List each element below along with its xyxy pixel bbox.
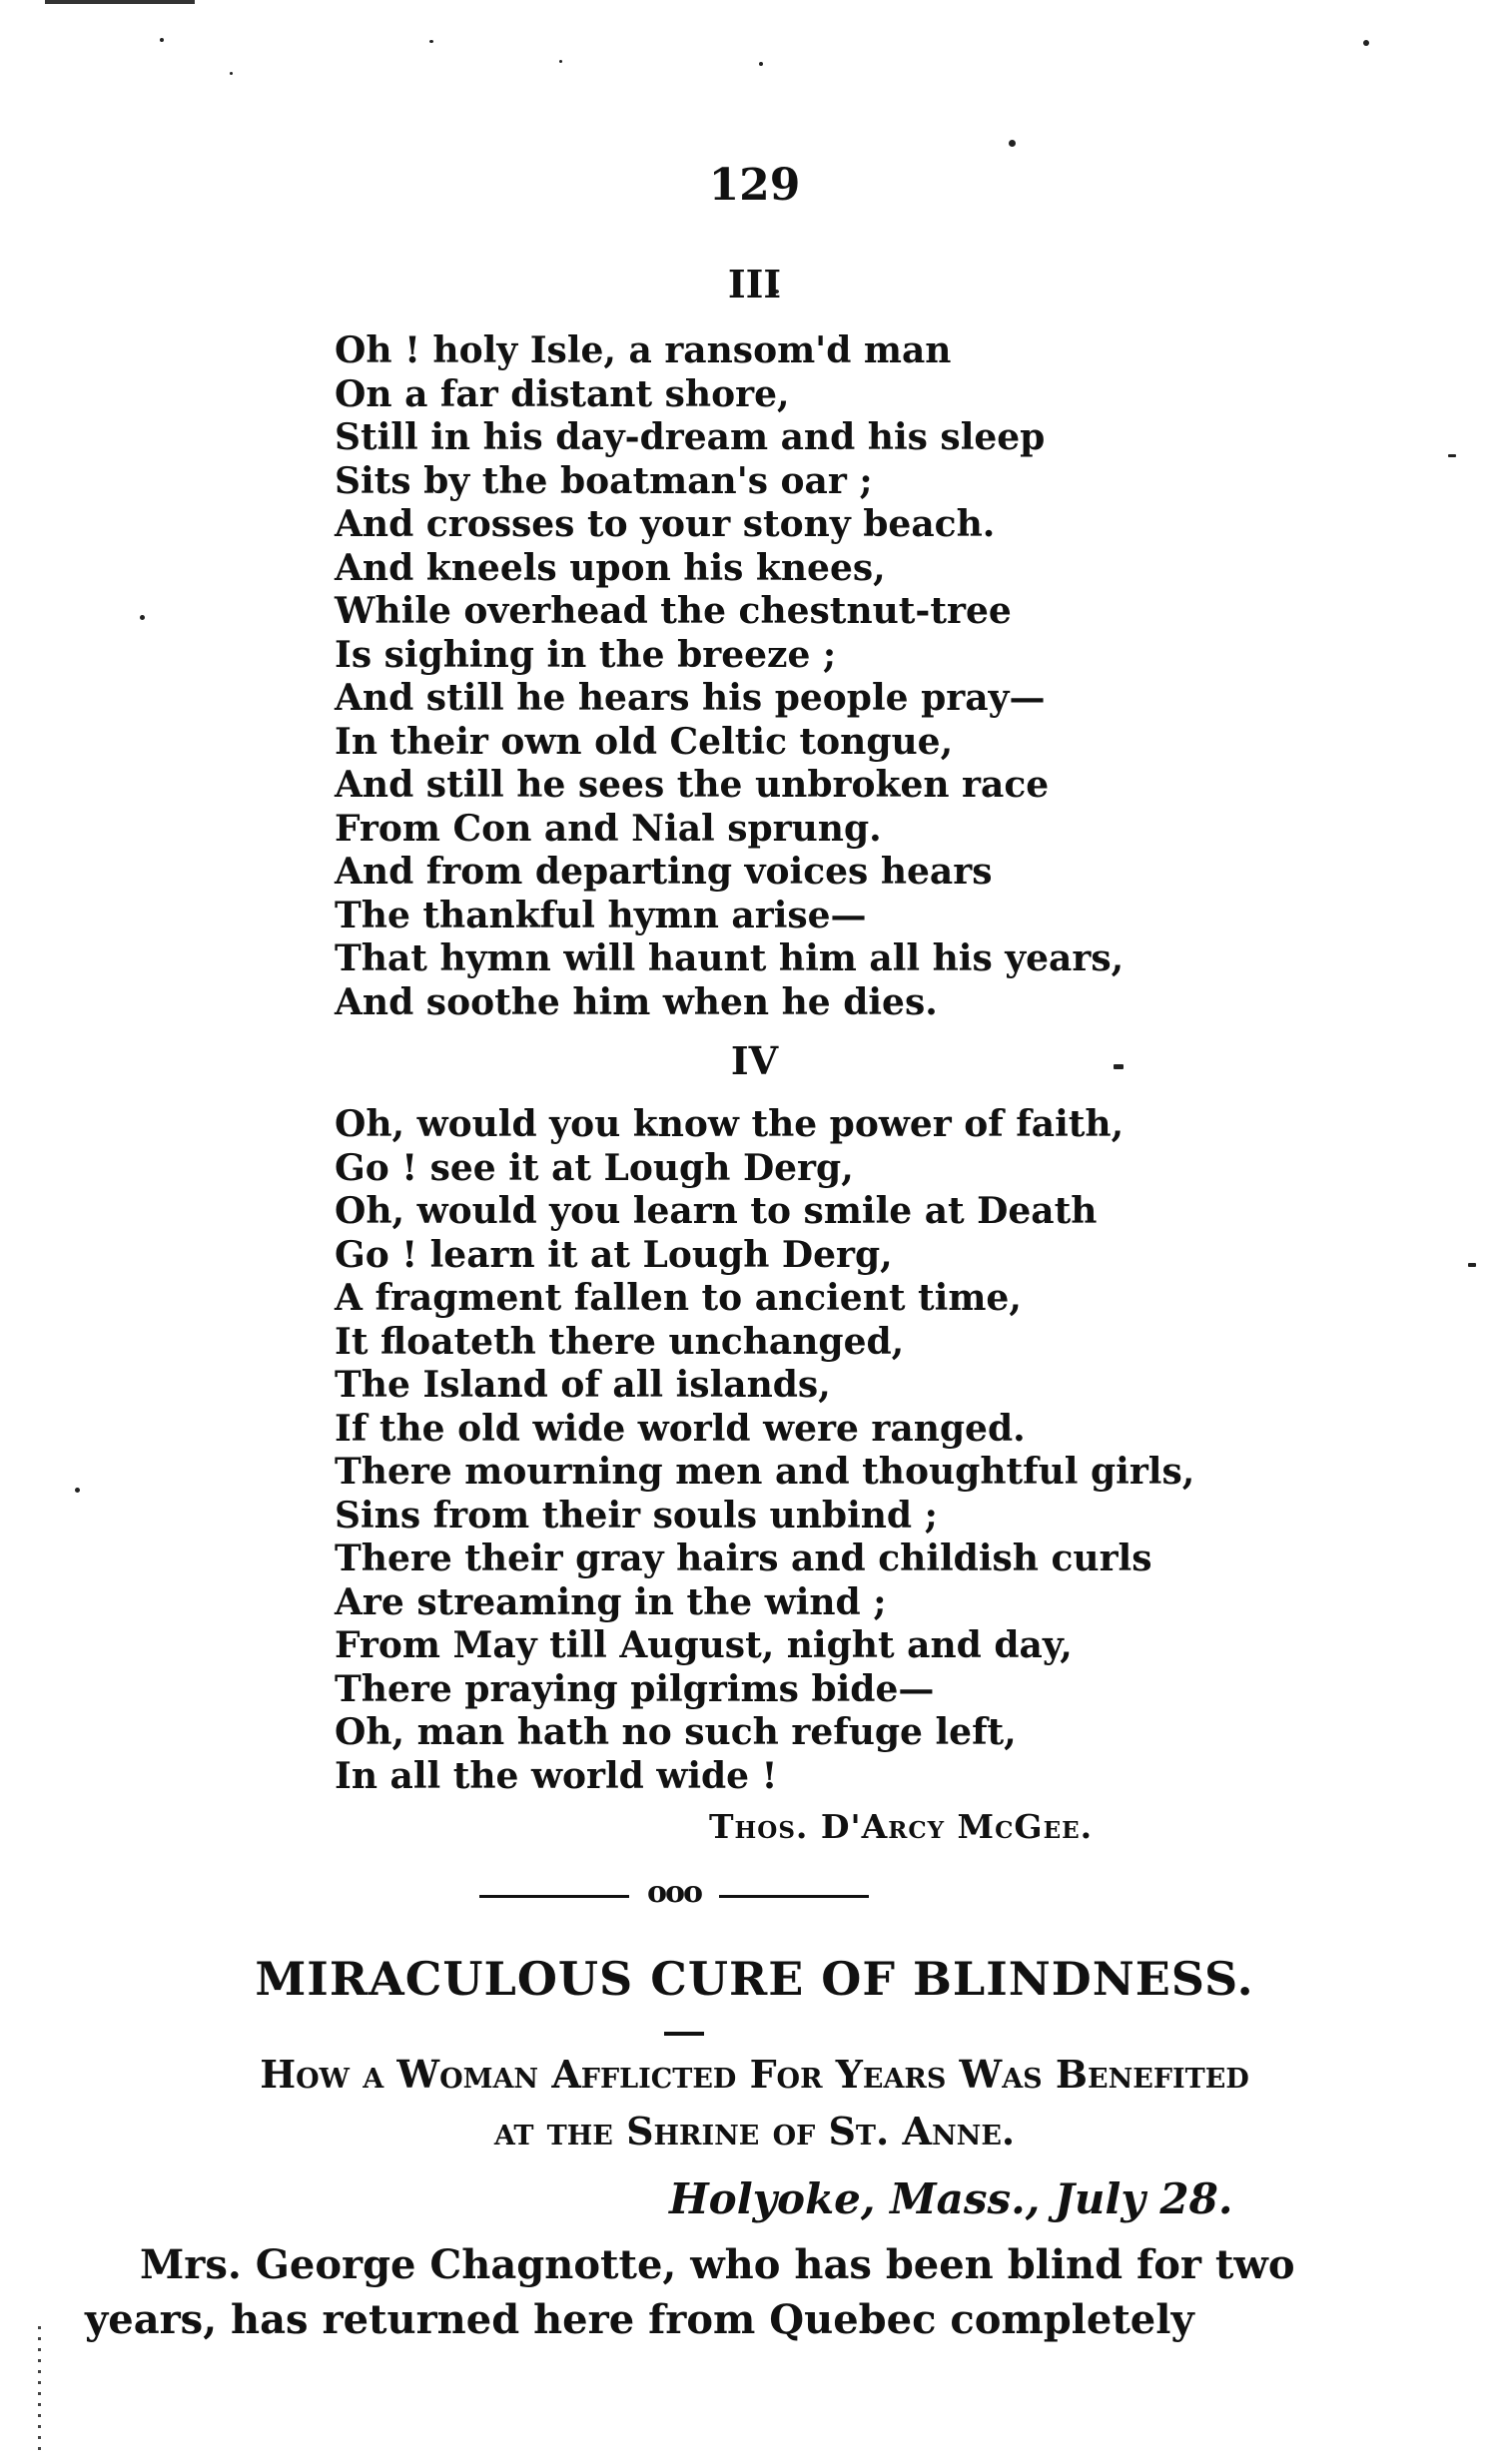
verse-line: Go ! see it at Lough Derg, xyxy=(335,1146,854,1189)
verse-line: Sins from their souls unbind ; xyxy=(335,1494,938,1537)
page-number: 129 xyxy=(708,160,801,211)
stanza-number: IV xyxy=(730,1038,779,1083)
scan-speck xyxy=(1363,40,1369,46)
poem-signature: Thos. D'Arcy McGee. xyxy=(709,1807,1094,1846)
section-divider xyxy=(479,1875,869,1911)
verse-line: The Island of all islands, xyxy=(335,1364,831,1406)
verse-line: From May till August, night and day, xyxy=(335,1624,1073,1666)
scan-speck xyxy=(1009,140,1016,147)
verse-line: And from departing voices hears xyxy=(335,851,993,893)
verse-line: It floateth there unchanged, xyxy=(335,1320,905,1363)
verse-line: While overhead the chestnut-tree xyxy=(335,590,1012,632)
verse-line: And kneels upon his knees, xyxy=(335,546,886,589)
poem-stanza xyxy=(335,1103,1194,1798)
article-subhead: How a Woman Afflicted For Years Was Benefited xyxy=(260,2052,1249,2097)
verse-line: And crosses to your stony beach. xyxy=(335,503,996,545)
verse-line: Oh, man hath no such refuge left, xyxy=(335,1711,1017,1753)
headline-rule xyxy=(664,2032,704,2036)
article-dateline: Holyoke, Mass., July 28. xyxy=(669,2174,1233,2223)
article-body-line: Mrs. George Chagnotte, who has been blind for two xyxy=(140,2241,1295,2288)
verse-line: In their own old Celtic tongue, xyxy=(335,720,954,763)
verse-line: Is sighing in the breeze ; xyxy=(335,633,837,676)
verse-line: And soothe him when he dies. xyxy=(335,980,938,1023)
verse-line: Oh, would you know the power of faith, xyxy=(335,1103,1125,1145)
verse-line: There mourning men and thoughtful girls, xyxy=(335,1451,1195,1493)
scan-speck xyxy=(75,1488,80,1493)
verse-line: If the old wide world were ranged. xyxy=(335,1407,1026,1450)
scan-speck xyxy=(759,62,763,66)
verse-line: Oh ! holy Isle, a ransom'd man xyxy=(335,329,952,371)
article-headline: MIRACULOUS CURE OF BLINDNESS. xyxy=(255,1952,1254,2006)
scan-speck xyxy=(230,72,233,75)
verse-line: In all the world wide ! xyxy=(335,1754,778,1797)
verse-line: There their gray hairs and childish curls xyxy=(335,1538,1152,1579)
verse-line: Go ! learn it at Lough Derg, xyxy=(335,1233,893,1276)
scan-speck xyxy=(1448,454,1456,457)
poem-stanza xyxy=(335,329,1124,1024)
verse-line: Sits by the boatman's oar ; xyxy=(335,459,873,502)
stanza-number: III xyxy=(727,262,782,307)
verse-line: On a far distant shore, xyxy=(335,372,790,415)
scan-speck xyxy=(1468,1263,1476,1267)
scan-speck xyxy=(429,40,433,43)
verse-line: And still he hears his people pray— xyxy=(335,677,1046,719)
divider-line xyxy=(719,1895,869,1898)
verse-line: A fragment fallen to ancient time, xyxy=(335,1277,1022,1319)
scan-edge-mark xyxy=(45,0,195,4)
verse-line: That hymn will haunt him all his years, xyxy=(335,937,1125,979)
scan-speck xyxy=(559,60,562,63)
scan-edge-dots xyxy=(38,2326,41,2456)
verse-line: From Con and Nial sprung. xyxy=(335,807,882,850)
verse-line: Are streaming in the wind ; xyxy=(335,1580,887,1623)
verse-line: Still in his day-dream and his sleep xyxy=(335,416,1046,458)
scan-speck xyxy=(160,38,164,42)
article-body-line: years, has returned here from Quebec completely xyxy=(85,2296,1194,2343)
verse-line: There praying pilgrims bide— xyxy=(335,1667,935,1710)
verse-line: And still he sees the unbroken race xyxy=(335,764,1050,806)
divider-line xyxy=(479,1895,629,1898)
verse-line: Oh, would you learn to smile at Death xyxy=(335,1190,1098,1232)
verse-line: The thankful hymn arise— xyxy=(335,894,867,936)
scan-speck xyxy=(140,615,145,620)
divider-ornament: ooo xyxy=(646,1875,702,1910)
article-subhead: at the Shrine of St. Anne. xyxy=(493,2109,1016,2154)
